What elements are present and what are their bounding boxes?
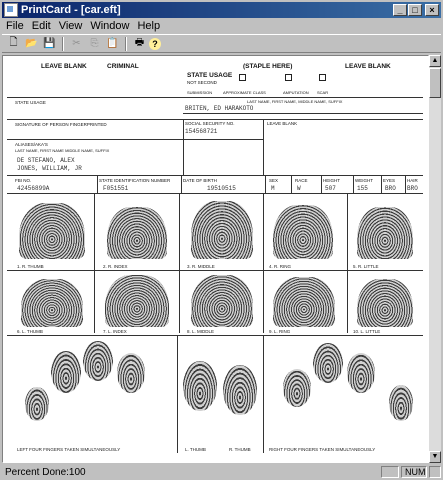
menu-bar (2, 19, 441, 33)
scroll-down-button[interactable]: ▼ (429, 451, 441, 463)
fbi-value: 42456899A (17, 185, 50, 192)
window-title: PrintCard - [car.eft] (21, 4, 121, 16)
scroll-thumb[interactable] (429, 68, 441, 98)
fingerprint-r-thumb[interactable] (19, 203, 85, 259)
right-four-label: RIGHT FOUR FINGERS TAKEN SIMULTANEOUSLY (269, 447, 376, 452)
height-label: HEIGHT (323, 178, 341, 183)
fingerprint-r-middle[interactable] (191, 201, 253, 259)
leave-blank-left: LEAVE BLANK (41, 63, 87, 70)
status-text: Percent Done:100 (5, 466, 86, 478)
r-thumb-label: R. THUMB (229, 447, 251, 452)
app-icon[interactable] (4, 3, 18, 17)
vertical-scrollbar[interactable] (429, 55, 441, 463)
finger-label-10: 10. L. LITTLE (353, 329, 381, 334)
num-lock-indicator: NUM (401, 466, 427, 478)
fingerprint-r-little[interactable] (357, 207, 413, 259)
race-value: W (297, 185, 301, 192)
fingerprint-left-four-middle[interactable] (83, 341, 113, 381)
status-bar (2, 465, 441, 479)
criminal-label: CRIMINAL (107, 63, 139, 70)
finger-label-2: 2. R. INDEX (103, 264, 128, 269)
divider (291, 175, 292, 193)
new-document-icon[interactable]: 🗋 (9, 37, 18, 48)
close-button[interactable]: × (425, 4, 439, 16)
divider (181, 175, 182, 193)
alias-1: DE STEFANO, ALEX (17, 157, 75, 164)
fingerprint-l-index[interactable] (105, 275, 169, 327)
menu-help[interactable]: Help (137, 20, 161, 32)
finger-label-5: 5. R. LITTLE (353, 264, 379, 269)
divider (183, 113, 423, 114)
state-usage-field-label: STATE USAGE (15, 100, 46, 105)
toolbar-separator (125, 37, 127, 51)
fingerprint-right-four-middle[interactable] (313, 343, 343, 383)
fingerprint-right-four-little[interactable] (389, 385, 413, 421)
fingerprint-left-four-ring[interactable] (51, 351, 81, 393)
fingerprint-plain-r-thumb[interactable] (223, 365, 257, 415)
divider (97, 175, 98, 193)
hair-value: BRO (407, 185, 418, 192)
fingerprint-plain-l-thumb[interactable] (183, 361, 217, 411)
fbi-label: FBI NO. (15, 178, 32, 183)
divider (347, 193, 348, 333)
state-usage-label: STATE USAGE (187, 72, 233, 79)
divider (321, 175, 322, 193)
finger-label-1: 1. R. THUMB (17, 264, 44, 269)
fingerprint-right-four-ring[interactable] (347, 353, 375, 393)
divider (7, 119, 423, 120)
divider (7, 335, 423, 336)
race-label: RACE (295, 178, 308, 183)
finger-label-3: 3. R. MIDDLE (187, 264, 215, 269)
scroll-up-button[interactable]: ▲ (429, 55, 441, 67)
finger-label-6: 6. L. THUMB (17, 329, 43, 334)
divider (94, 193, 95, 333)
divider (177, 335, 178, 453)
height-value: 507 (325, 185, 336, 192)
alias-2: JONES, WILLIAM, JR (17, 165, 82, 172)
signature-label: SIGNATURE OF PERSON FINGERPRINTED (15, 122, 107, 127)
weight-label: WEIGHT (355, 178, 373, 183)
sid-label: STATE IDENTIFICATION NUMBER (99, 178, 171, 183)
approximate-class-label: APPROXIMATE CLASS (223, 90, 266, 95)
eyes-value: BRO (385, 185, 396, 192)
fingerprint-l-middle[interactable] (191, 275, 253, 327)
divider (7, 270, 423, 271)
leave-blank-box-label: LEAVE BLANK (267, 121, 298, 126)
toolbar (2, 34, 441, 53)
print-icon[interactable]: 🖶 (134, 37, 145, 48)
ssn-value: 154568721 (185, 128, 218, 135)
title-bar[interactable] (2, 2, 441, 18)
finger-label-7: 7. L. INDEX (103, 329, 127, 334)
name-label: LAST NAME, FIRST NAME, MIDDLE NAME, SUFFIX (247, 99, 343, 104)
scar-label: SCAR (317, 90, 329, 95)
fingerprint-l-little[interactable] (357, 279, 413, 327)
state-usage-checkbox-2[interactable] (285, 74, 292, 81)
finger-label-9: 9. L. RING (269, 329, 291, 334)
fingerprint-l-thumb[interactable] (21, 279, 83, 327)
menu-window[interactable]: Window (90, 20, 130, 32)
divider (263, 193, 264, 333)
divider (263, 119, 264, 175)
divider (7, 139, 263, 140)
sex-value: M (271, 185, 275, 192)
maximize-button[interactable]: □ (408, 4, 422, 16)
fingerprint-left-four-index[interactable] (117, 353, 145, 393)
aliases-label: ALIASES/AKA'S (15, 142, 48, 147)
fingerprint-card (7, 61, 423, 459)
ssn-label: SOCIAL SECURITY NO. (185, 121, 235, 126)
aliases-sub-label: LAST NAME, FIRST NAME MIDDLE NAME, SUFFIX (15, 148, 110, 153)
toolbar-separator (62, 37, 64, 51)
staple-here-label: (STAPLE HERE) (243, 63, 293, 70)
size-grip[interactable] (429, 466, 441, 478)
fingerprint-r-index[interactable] (107, 207, 167, 259)
finger-label-4: 4. R. RING (269, 264, 292, 269)
fingerprint-l-ring[interactable] (273, 277, 335, 327)
copy-icon[interactable]: ⎘ (90, 38, 99, 49)
state-usage-checkbox-3[interactable] (319, 74, 326, 81)
divider (405, 175, 406, 193)
eyes-label: EYES (383, 178, 396, 183)
sex-label: SEX (269, 178, 279, 183)
not-second-label: NOT SECOND (187, 80, 217, 85)
menu-file[interactable]: File (6, 20, 24, 32)
help-icon[interactable]: ? (149, 38, 161, 50)
fingerprint-right-four-index[interactable] (283, 369, 311, 407)
amputation-label: AMPUTATION (283, 90, 309, 95)
state-usage-checkbox-1[interactable] (239, 74, 246, 81)
open-folder-icon[interactable]: 📂 (25, 38, 38, 49)
divider (183, 119, 184, 175)
cut-icon[interactable]: ✂ (72, 38, 81, 49)
divider (353, 175, 354, 193)
dob-label: DATE OF BIRTH (183, 178, 217, 183)
divider (7, 193, 423, 194)
menu-edit[interactable]: Edit (31, 20, 51, 32)
leave-blank-right: LEAVE BLANK (345, 63, 391, 70)
divider (7, 175, 423, 176)
finger-label-8: 8. L. MIDDLE (187, 329, 215, 334)
divider (7, 97, 423, 98)
save-icon[interactable]: 💾 (43, 38, 56, 49)
fingerprint-left-four-little[interactable] (25, 387, 49, 421)
status-panel-empty (381, 466, 399, 478)
divider (179, 193, 180, 333)
left-four-label: LEFT FOUR FINGERS TAKEN SIMULTANEOUSLY (17, 447, 121, 452)
divider (265, 175, 266, 193)
name-value: BRITEN, ED HARAKOTO (185, 105, 254, 112)
l-thumb-label: L. THUMB (185, 447, 206, 452)
submission-label: SUBMISSION (187, 90, 213, 95)
menu-view[interactable]: View (58, 20, 83, 32)
weight-value: 155 (357, 185, 368, 192)
divider (263, 335, 264, 453)
sid-value: F051551 (103, 185, 129, 192)
minimize-button[interactable]: _ (393, 4, 407, 16)
fingerprint-r-ring[interactable] (273, 205, 333, 259)
hair-label: HAIR (407, 178, 418, 183)
dob-value: 19510515 (207, 185, 236, 192)
divider (381, 175, 382, 193)
paste-icon[interactable]: 📋 (106, 38, 119, 49)
document-view[interactable] (2, 55, 429, 463)
